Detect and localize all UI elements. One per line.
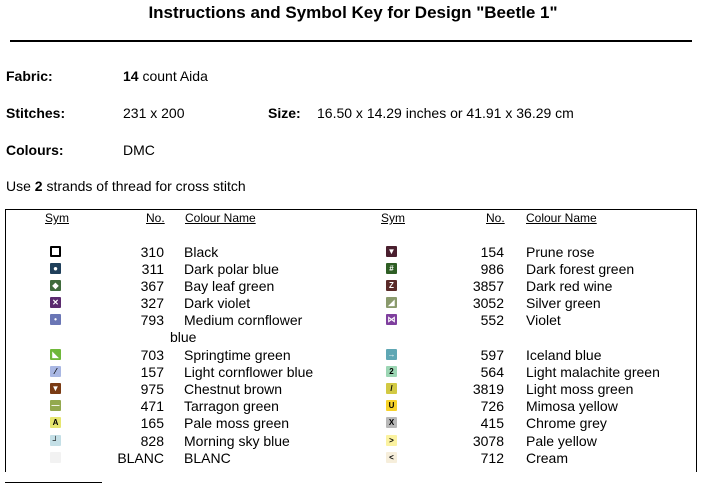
dmc-number: 3078: [472, 433, 504, 449]
colour-name: Light moss green: [526, 381, 634, 397]
right-header-sym: Sym: [381, 211, 405, 225]
colour-name: Chestnut brown: [184, 381, 283, 397]
dmc-number: 597: [480, 347, 504, 363]
symbol-swatch: /: [386, 383, 397, 394]
colour-name: Prune rose: [526, 244, 595, 260]
dmc-number: BLANC: [117, 450, 164, 466]
strands-post: strands of thread for cross stitch: [42, 178, 246, 194]
dmc-number: 552: [480, 312, 504, 328]
colour-name: Black: [184, 244, 219, 260]
dmc-number: 793: [140, 312, 164, 328]
dmc-number: 415: [480, 415, 504, 431]
fabric-row: [6, 68, 53, 84]
dmc-number: 726: [480, 398, 504, 414]
fabric-label: Fabric:: [6, 68, 53, 84]
dmc-number: 3052: [472, 295, 504, 311]
colour-name: Silver green: [526, 295, 601, 311]
colour-name: Dark polar blue: [184, 261, 279, 277]
dmc-number: 471: [140, 398, 164, 414]
symbol-swatch: ◣: [50, 349, 61, 360]
dmc-number: 310: [140, 244, 164, 260]
symbol-swatch: [50, 246, 61, 257]
symbol-swatch: —: [51, 401, 60, 410]
dmc-number: 828: [140, 433, 164, 449]
dmc-number: 154: [480, 244, 504, 260]
left-header-sym: Sym: [45, 211, 69, 225]
colour-name: Light cornflower blue: [184, 364, 314, 380]
symbol-swatch: U: [386, 400, 397, 411]
dmc-number: 975: [140, 381, 164, 397]
symbol-swatch: 2: [386, 366, 397, 377]
title-underline: [10, 40, 692, 42]
dmc-number: 986: [480, 261, 504, 277]
symbol-swatch: •: [50, 314, 61, 325]
colour-name: Chrome grey: [526, 415, 607, 431]
fabric-count: 14: [123, 68, 139, 84]
symbol-swatch: ◢: [386, 297, 397, 308]
left-header-no: No.: [146, 211, 165, 225]
right-header-name: Colour Name: [526, 211, 597, 225]
symbol-swatch: ▼: [51, 384, 60, 393]
strands-instruction: [6, 178, 246, 194]
size-label: Size:: [268, 105, 301, 121]
colour-name: Violet: [526, 312, 561, 328]
fabric-value: [123, 68, 208, 84]
colour-name: Light malachite green: [526, 364, 660, 380]
symbol-swatch: X: [386, 417, 397, 428]
colour-name: Mimosa yellow: [526, 398, 618, 414]
colour-name: Cream: [526, 450, 569, 466]
symbol-swatch: ✕: [50, 297, 61, 308]
symbol-swatch: >: [386, 435, 397, 446]
colour-name: Springtime green: [184, 347, 291, 363]
page-title: Instructions and Symbol Key for Design "Beetle 1": [148, 3, 558, 22]
dmc-number: 3819: [472, 381, 504, 397]
colour-name-continued: blue: [170, 329, 197, 345]
colour-name: Morning sky blue: [184, 433, 290, 449]
colour-name: Medium cornflower: [184, 312, 303, 328]
symbol-swatch: Z: [386, 280, 397, 291]
stitches-label: Stitches:: [6, 105, 66, 121]
symbol-swatch: ●: [50, 263, 61, 274]
right-header-no: No.: [486, 211, 505, 225]
dmc-number: 157: [140, 364, 164, 380]
dmc-number: 703: [140, 347, 164, 363]
dmc-number: 564: [480, 364, 504, 380]
colour-name: Dark violet: [184, 295, 251, 311]
symbol-swatch: ▼: [387, 247, 396, 256]
colour-name: Tarragon green: [184, 398, 279, 414]
size-value: 16.50 x 14.29 inches or 41.91 x 36.29 cm: [317, 105, 574, 121]
symbol-swatch: #: [386, 263, 397, 274]
dmc-number: 712: [480, 450, 504, 466]
dmc-number: 165: [140, 415, 164, 431]
table-bottom-rule: [5, 482, 102, 483]
symbol-swatch: <: [386, 452, 397, 463]
symbol-swatch: ◆: [50, 280, 61, 291]
colours-label: Colours:: [6, 142, 64, 158]
colour-name: BLANC: [184, 450, 231, 466]
dmc-number: 3857: [472, 278, 504, 294]
symbol-swatch: →: [387, 350, 396, 359]
symbol-swatch: [50, 452, 61, 463]
left-header-name: Colour Name: [185, 211, 256, 225]
symbol-swatch: ⋈: [387, 315, 396, 324]
colour-name: Pale yellow: [526, 433, 597, 449]
colour-name: Dark red wine: [526, 278, 613, 294]
dmc-number: 311: [141, 261, 164, 277]
strands-pre: Use: [6, 178, 35, 194]
colour-name: Pale moss green: [184, 415, 290, 431]
dmc-number: 367: [140, 278, 164, 294]
stitches-value: 231 x 200: [123, 105, 185, 121]
colour-name: Iceland blue: [526, 347, 602, 363]
symbol-swatch: ┘: [50, 435, 61, 446]
colours-value: DMC: [123, 142, 155, 158]
symbol-swatch: A: [50, 417, 61, 428]
colour-name: Bay leaf green: [184, 278, 275, 294]
symbol-swatch: ⁄: [50, 366, 61, 377]
dmc-number: 327: [140, 295, 164, 311]
strands-count: 2: [34, 178, 43, 194]
colour-name: Dark forest green: [526, 261, 635, 277]
fabric-type: count Aida: [138, 68, 208, 84]
